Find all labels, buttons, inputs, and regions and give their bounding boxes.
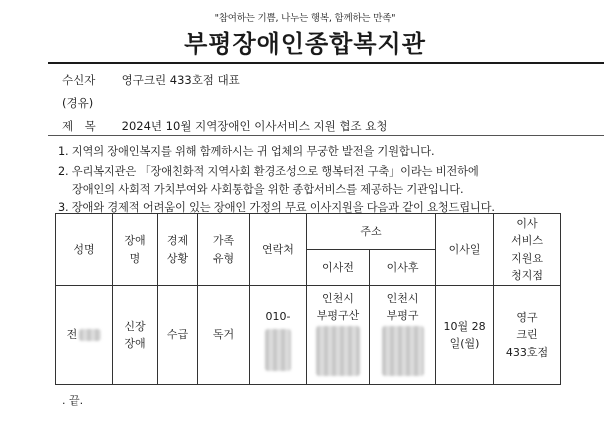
organization-title: 부평장애인종합복지관	[184, 30, 426, 58]
header-service-branch: 이사 서비스 지원요 청지점	[494, 214, 561, 286]
header-address-after: 이사후	[370, 250, 436, 286]
subject-label: 제 목	[62, 119, 96, 133]
redacted-name	[79, 329, 101, 341]
cell-address-after: 인천시 부평구	[370, 286, 436, 385]
move-request-table	[55, 213, 561, 385]
recipient-label: 수신자	[62, 73, 96, 87]
redacted-address-before	[316, 326, 360, 376]
paragraph-2-line-2: 장애인의 사회적 가치부여와 사회통합을 위한 종합서비스를 제공하는 기관입니다.	[72, 183, 464, 196]
cell-name: 전	[56, 286, 113, 385]
cell-disability-type: 신장 장애	[113, 286, 158, 385]
end-mark: . 끝.	[62, 394, 84, 407]
header-address: 주소	[307, 214, 436, 250]
subject-row	[62, 118, 387, 134]
cell-service-branch: 영구 크린 433호점	[494, 286, 561, 385]
header-family-type: 가족 유형	[198, 214, 250, 286]
redacted-contact	[265, 329, 291, 371]
redacted-address-after	[382, 326, 424, 376]
cell-move-date: 10월 28 일(월)	[436, 286, 494, 385]
paragraph-1: 1. 지역의 장애인복지를 위해 함께하시는 귀 업체의 무궁한 발전을 기원합니다.	[58, 145, 435, 158]
cell-address-before: 인천시 부평구산	[307, 286, 370, 385]
cell-economic-status: 수급	[158, 286, 198, 385]
slogan: "참여하는 기쁨, 나누는 행복, 함께하는 만족"	[214, 13, 396, 24]
via-label: (경유)	[62, 96, 94, 110]
paragraph-2-line-1: 2. 우리복지관은 「장애친화적 지역사회 환경조성으로 행복터전 구축」이라는 비전하에	[58, 165, 479, 178]
header-economic-status: 경제 상황	[158, 214, 198, 286]
header-divider	[48, 62, 604, 64]
header-name: 성명	[56, 214, 113, 286]
cell-contact: 010-	[250, 286, 307, 385]
table-row	[56, 286, 561, 385]
header-contact: 연락처	[250, 214, 307, 286]
cell-family-type: 독거	[198, 286, 250, 385]
recipient-value: 영구크린 433호점 대표	[121, 73, 240, 87]
subject-divider	[48, 135, 604, 136]
paragraph-3: 3. 장애와 경제적 어려움이 있는 장애인 가정의 무료 이사지원을 다음과 같이 요청드립니다.	[58, 201, 495, 214]
header-address-before: 이사전	[307, 250, 370, 286]
subject-value: 2024년 10월 지역장애인 이사서비스 지원 협조 요청	[121, 119, 388, 133]
header-disability-type: 장애 명	[113, 214, 158, 286]
via-row	[62, 95, 118, 111]
recipient-row	[62, 72, 240, 88]
header-move-date: 이사일	[436, 214, 494, 286]
